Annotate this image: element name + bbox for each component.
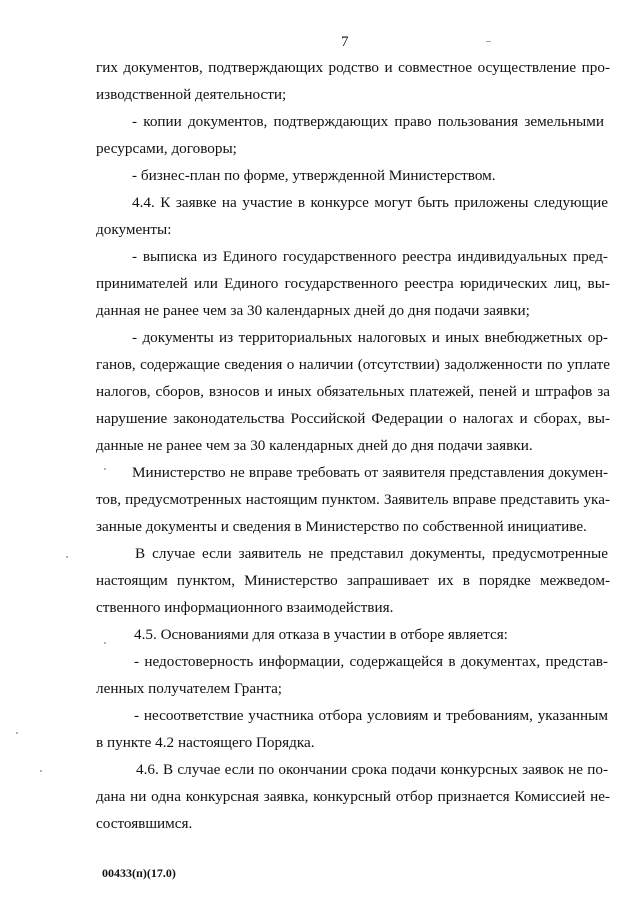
text-line: в пункте 4.2 настоящего Порядка. [96, 734, 315, 751]
text-line: занные документы и сведения в Министерство по собственной инициативе. [96, 518, 587, 535]
text-line: принимателей или Единого государственного реестра юридических лиц, вы- [96, 275, 610, 292]
text-line: изводственной деятельности; [96, 86, 287, 103]
text-line: состоявшимся. [96, 815, 193, 832]
scan-speck [104, 468, 106, 470]
text-line: ресурсами, договоры; [96, 140, 237, 157]
text-line: В случае если заявитель не представил документы, предусмотренные [135, 545, 608, 562]
scan-speck [66, 556, 68, 558]
text-line: Министерство не вправе требовать от заявителя представления докумен- [132, 464, 608, 481]
text-line: данная не ранее чем за 30 календарных дней до дня подачи заявки; [96, 302, 530, 319]
page-number: 7 [341, 34, 349, 50]
text-line: дана ни одна конкурсная заявка, конкурсный отбор признается Комиссией не- [96, 788, 610, 805]
text-line: документы: [96, 221, 172, 238]
text-line: 4.4. К заявке на участие в конкурсе могут быть приложены следующие [132, 194, 608, 211]
scan-speck [40, 770, 42, 772]
text-line: ленных получателем Гранта; [96, 680, 283, 697]
text-line: тов, предусмотренных настоящим пунктом. Заявитель вправе представить ука- [96, 491, 610, 508]
scan-speck [486, 41, 491, 42]
text-line: - выписка из Единого государственного реестра индивидуальных пред- [132, 248, 608, 265]
text-line: нарушение законодательства Российской Федерации о налогах и сборах, вы- [96, 410, 610, 427]
scan-speck [16, 732, 18, 734]
text-line: - несоответствие участника отбора условиям и требованиям, указанным [134, 707, 608, 724]
text-line: 4.6. В случае если по окончании срока подачи конкурсных заявок не по- [136, 761, 608, 778]
text-line: 4.5. Основаниями для отказа в участии в отборе является: [134, 626, 508, 643]
text-line: ственного информационного взаимодействия. [96, 599, 394, 616]
text-line: - документы из территориальных налоговых и иных внебюджетных ор- [132, 329, 608, 346]
text-line: ганов, содержащие сведения о наличии (отсутствии) задолженности по уплате [96, 356, 610, 373]
text-line: настоящим пунктом, Министерство запрашивает их в порядке межведом- [96, 572, 610, 589]
document-code: 00433(п)(17.0) [102, 866, 176, 880]
text-line: гих документов, подтверждающих родство и совместное осуществление про- [96, 59, 610, 76]
text-line: - недостоверность информации, содержащейся в документах, представ- [134, 653, 608, 670]
text-line: - копии документов, подтверждающих право пользования земельными [132, 113, 604, 130]
scan-speck [104, 642, 106, 644]
text-line: - бизнес-план по форме, утвержденной Министерством. [132, 167, 496, 184]
text-line: налогов, сборов, взносов и иных обязательных платежей, пеней и штрафов за [96, 383, 610, 400]
text-line: данные не ранее чем за 30 календарных дней до дня подачи заявки. [96, 437, 533, 454]
